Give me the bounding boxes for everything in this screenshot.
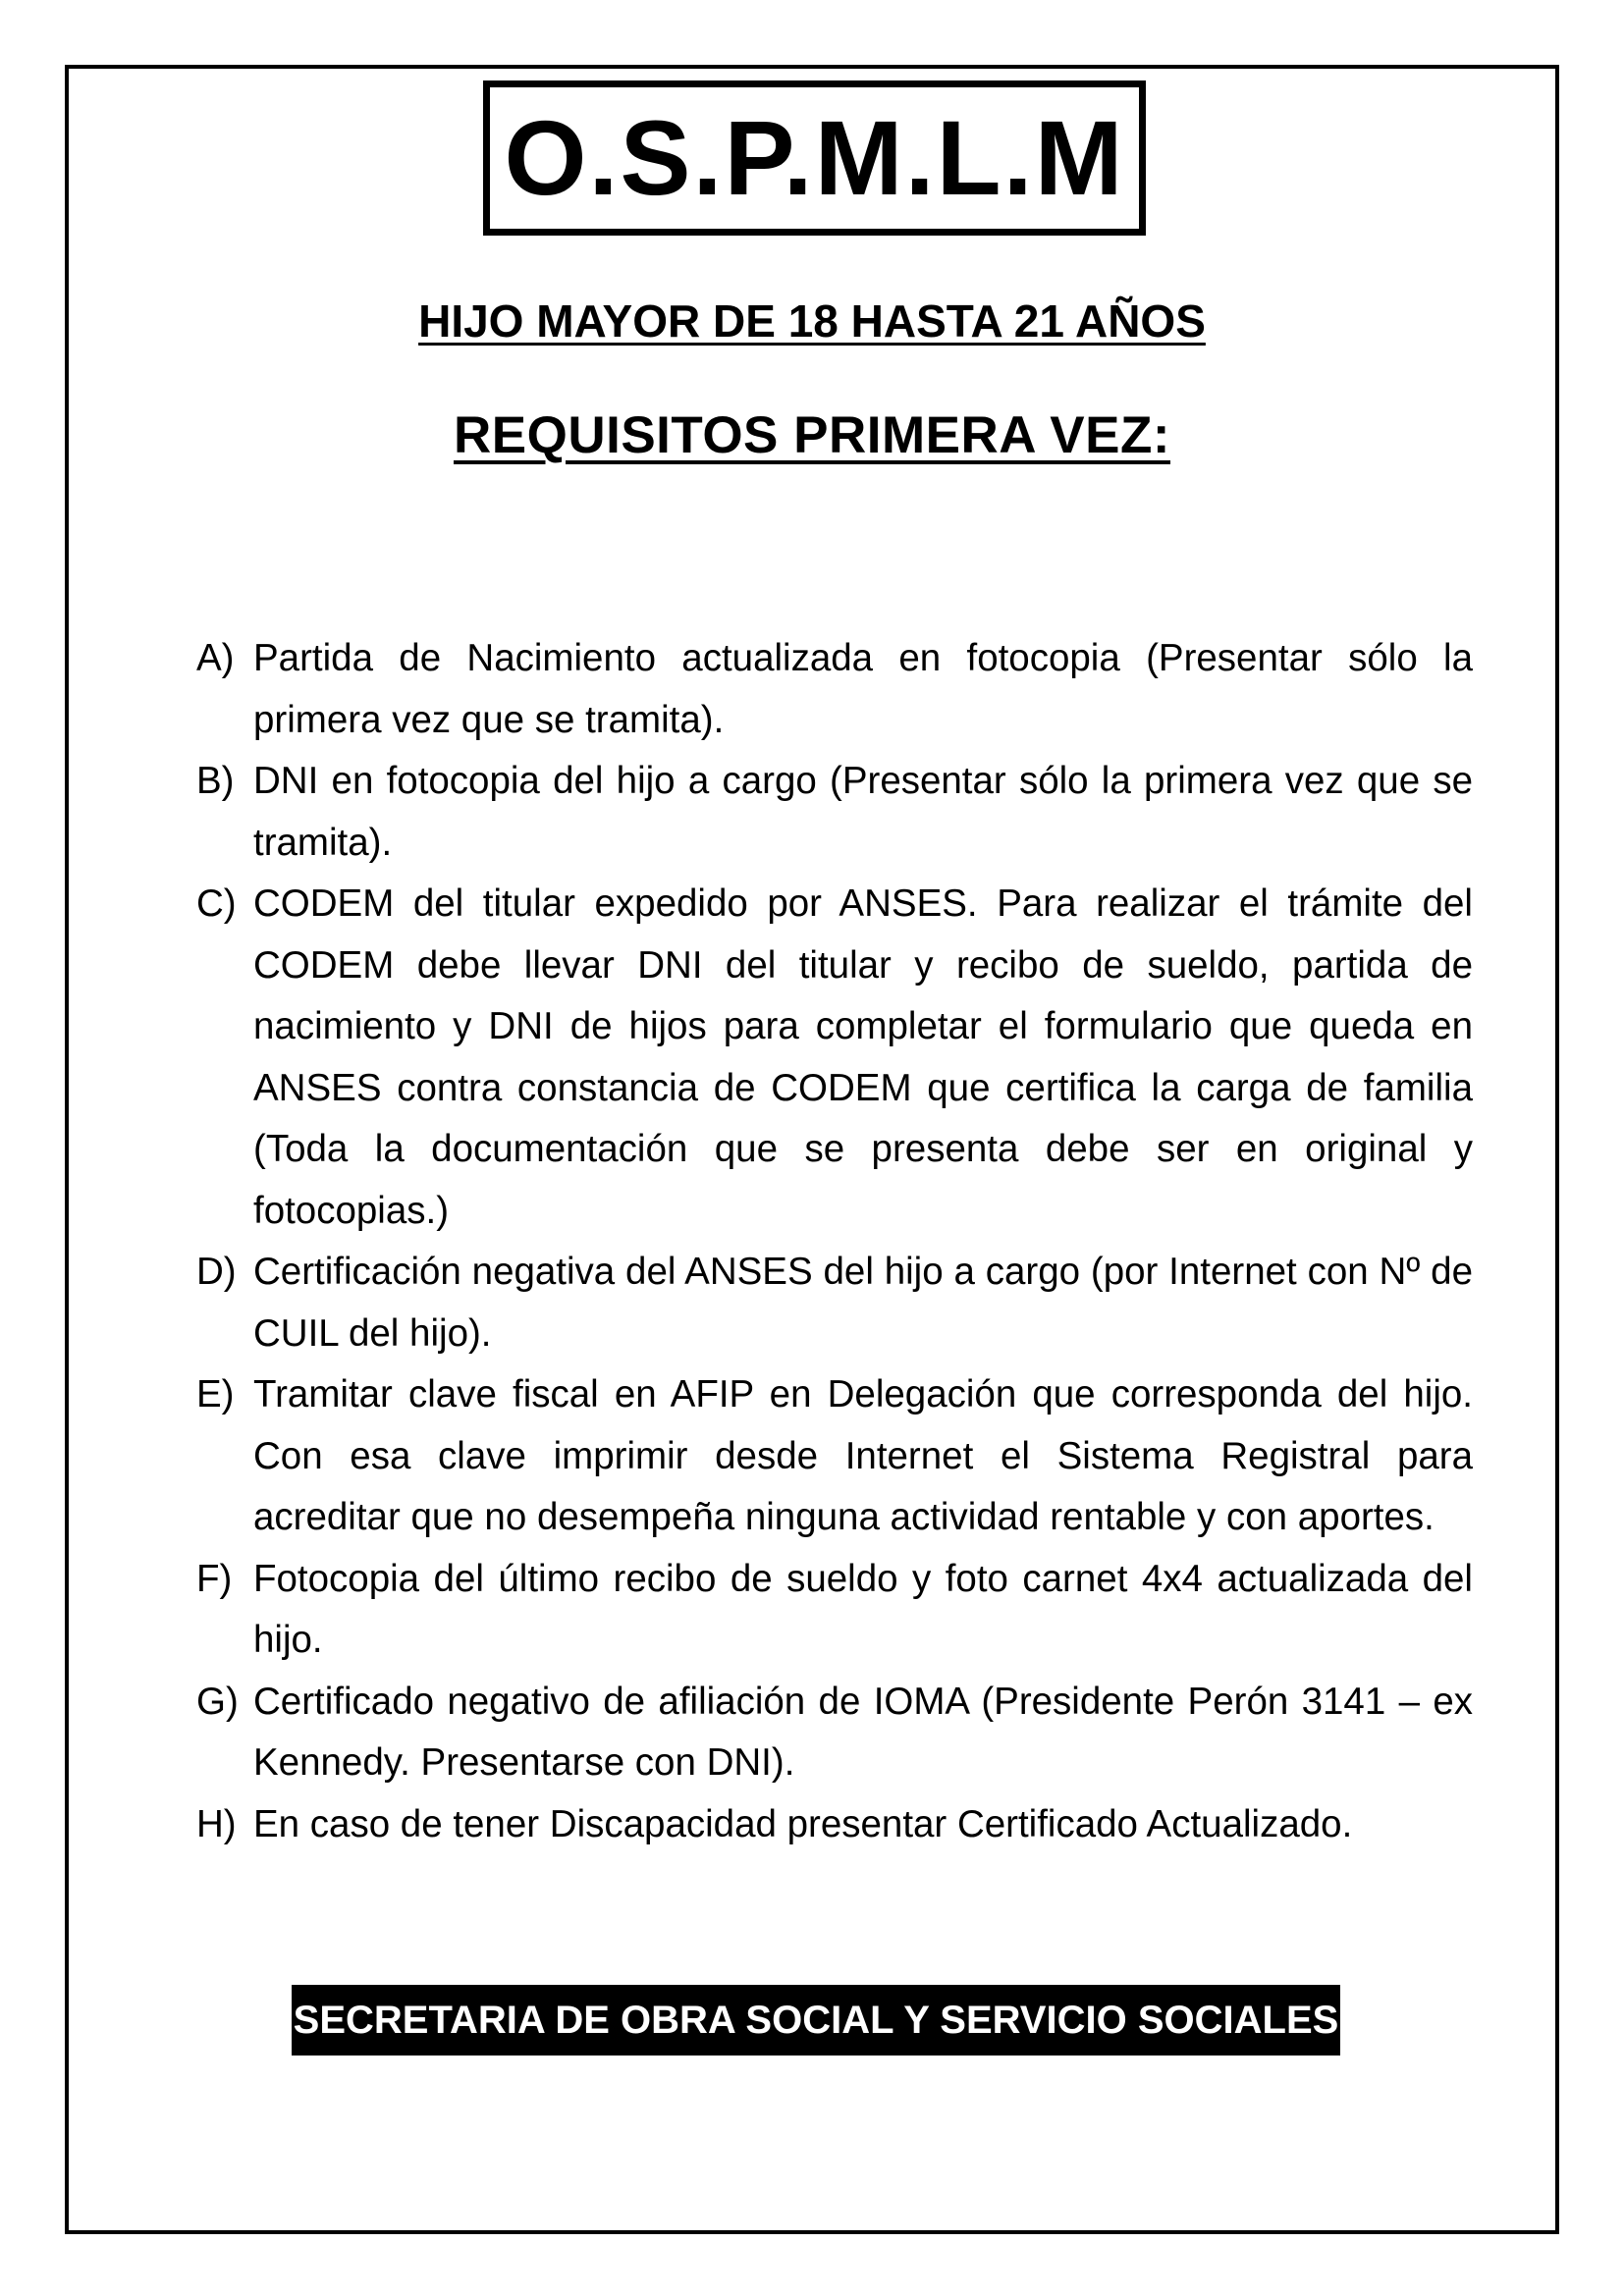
requirement-text: CODEM del titular expedido por ANSES. Para realizar el trámite del CODEM debe llevar DNI del titular y recibo de sueldo, partida de nacimiento y DNI de hijos para completar el formulario que queda en ANSES contra constancia de CODEM que certifica la carga de familia (Toda la documentación que se presenta debe ser en original y fotocopias.) — [253, 882, 1473, 1232]
document-subtitle — [0, 294, 1624, 348]
footer-banner — [292, 1985, 1340, 2056]
requirement-text: Fotocopia del último recibo de sueldo y foto carnet 4x4 actualizada del hijo. — [253, 1557, 1473, 1661]
requirement-item-a — [196, 628, 1473, 751]
requirement-item-d — [196, 1242, 1473, 1364]
requirement-text: Partida de Nacimiento actualizada en fotocopia (Presentar sólo la primera vez que se tramita). — [253, 637, 1473, 741]
requirement-text: Certificado negativo de afiliación de IOMA (Presidente Perón 3141 – ex Kennedy. Presentarse con DNI). — [253, 1680, 1473, 1784]
requirement-letter: A) — [196, 637, 235, 679]
requirement-letter: G) — [196, 1680, 239, 1723]
heading-text: REQUISITOS PRIMERA VEZ: — [453, 406, 1171, 464]
requirement-item-g — [196, 1672, 1473, 1794]
subtitle-text: HIJO MAYOR DE 18 HASTA 21 AÑOS — [418, 295, 1206, 347]
requirement-text: DNI en fotocopia del hijo a cargo (Presentar sólo la primera vez que se tramita). — [253, 760, 1473, 864]
footer-text: SECRETARIA DE OBRA SOCIAL Y SERVICIO SOCIALES — [293, 1998, 1339, 2042]
requirement-letter: H) — [196, 1802, 237, 1845]
requirement-item-c — [196, 874, 1473, 1242]
requirement-letter: C) — [196, 882, 237, 925]
requirement-item-e — [196, 1364, 1473, 1549]
requirements-list — [196, 628, 1473, 1855]
requirement-letter: F) — [196, 1557, 233, 1600]
logo-text: O.S.P.M.L.M — [504, 98, 1125, 217]
requirement-item-h — [196, 1794, 1473, 1856]
requirement-letter: D) — [196, 1251, 237, 1293]
requirement-letter: B) — [196, 760, 235, 802]
requirement-item-b — [196, 751, 1473, 874]
document-heading — [0, 404, 1624, 467]
logo-box — [483, 80, 1146, 236]
requirement-item-f — [196, 1549, 1473, 1672]
requirement-text: En caso de tener Discapacidad presentar Certificado Actualizado. — [253, 1802, 1353, 1845]
requirement-text: Tramitar clave fiscal en AFIP en Delegación que corresponda del hijo. Con esa clave imprimir desde Internet el Sistema Registral para acreditar que no desempeña ninguna actividad rentable y con aportes. — [253, 1373, 1473, 1538]
requirement-text: Certificación negativa del ANSES del hijo a cargo (por Internet con Nº de CUIL del hijo). — [253, 1251, 1473, 1355]
requirement-letter: E) — [196, 1373, 235, 1415]
